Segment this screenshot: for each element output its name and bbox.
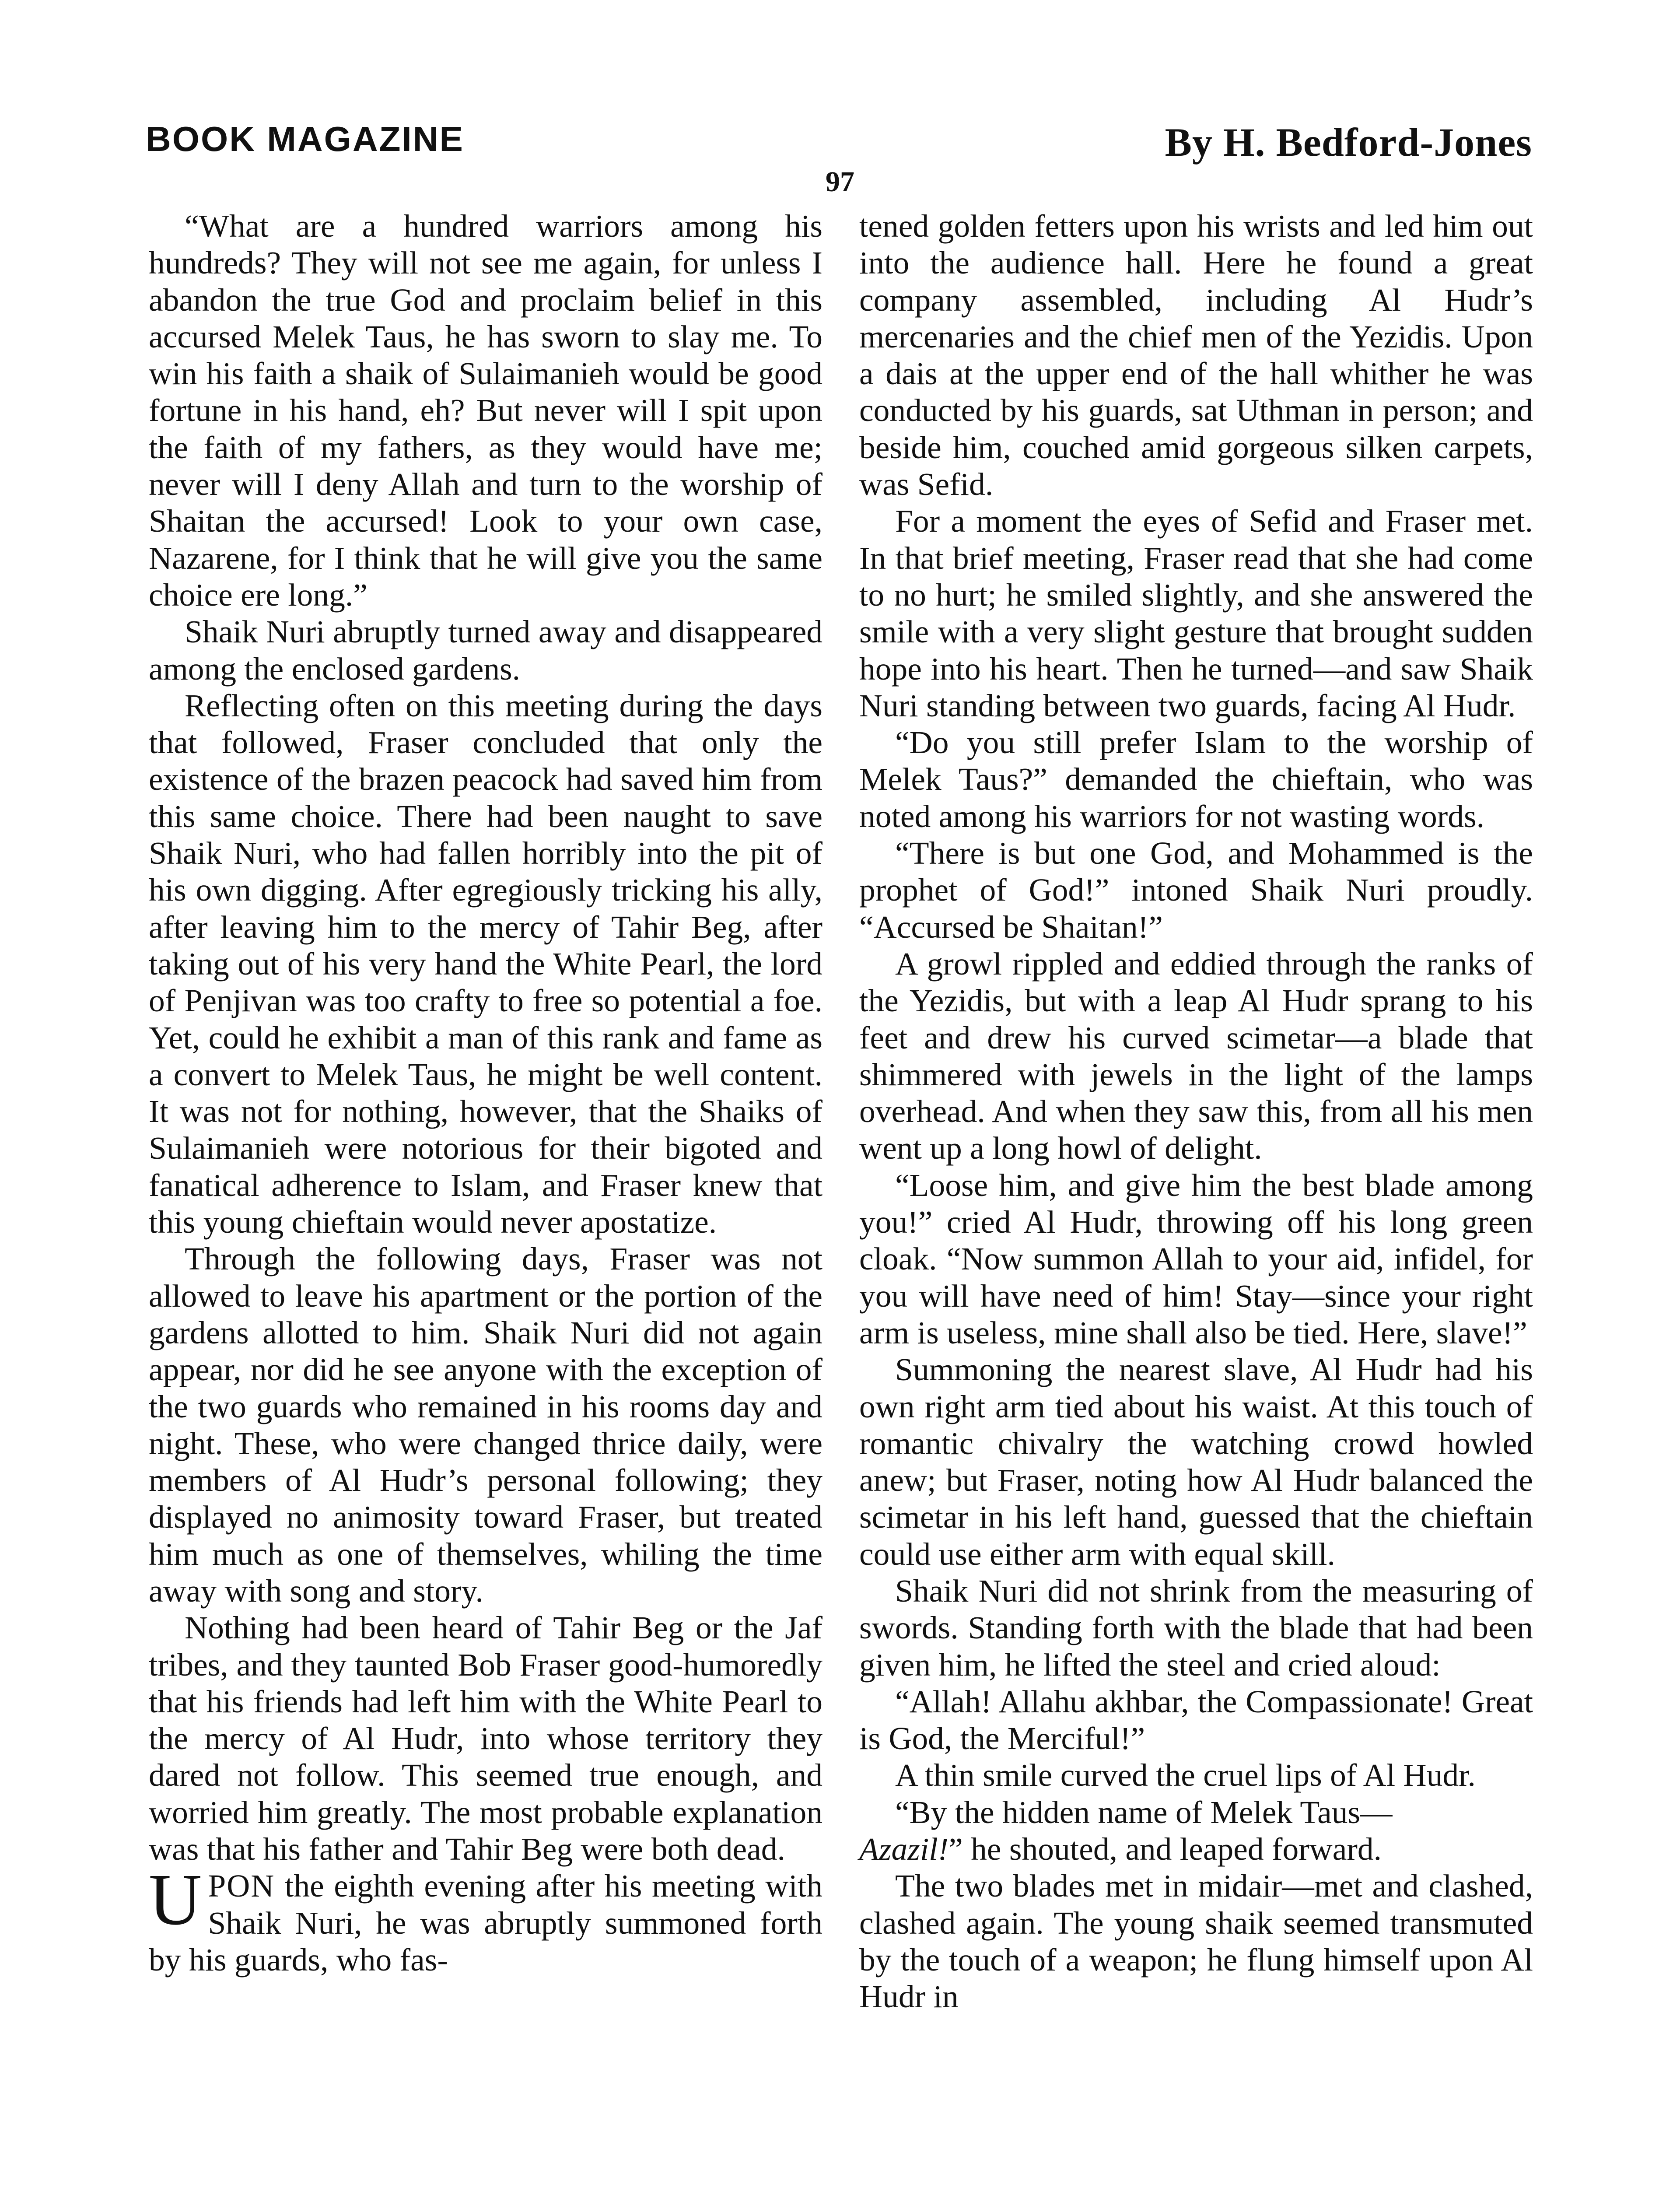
left-column — [149, 208, 822, 1978]
section-lead-words: PON — [208, 1868, 275, 1904]
paragraph: “Loose him, and give him the best blade among you!” cried Al Hudr, throwing off his long green cloak. “Now summon Allah to your aid, infidel, for you will have need of him! Stay—since your right arm is useless, mine shall also be tied. Here, slave!” — [859, 1167, 1533, 1350]
paragraph: Summoning the nearest slave, Al Hudr had his own right arm tied about his waist. At this touch of romantic chivalry the watching crowd howled anew; but Fraser, noting how Al Hudr balanced the scimetar in his left hand, guessed that the chieftain could use either arm with equal skill. — [859, 1352, 1533, 1572]
page-number: 97 — [826, 166, 854, 198]
paragraph: “What are a hundred warriors among his hundreds? They will not see me again, for unless I abandon the true God and proclaim belief in this accursed Melek Taus, he has sworn to slay me. To win his faith a shaik of Sulaimanieh would be good fortune in his hand, eh? But never will I spit upon the faith of my fathers, as they would have me; never will I deny Allah and turn to the worship of Shaitan the accursed! Look to your own case, Nazarene, for I think that he will give you the same choice ere long.” — [149, 208, 822, 613]
paragraph: A thin smile curved the cruel lips of Al Hudr. — [895, 1757, 1476, 1793]
paragraph: “Do you still prefer Islam to the worship of Melek Taus?” demanded the chieftain, who was noted among his warriors for not wasting words. — [859, 725, 1533, 834]
author-byline: By H. Bedford-Jones — [1165, 120, 1532, 165]
paragraph: For a moment the eyes of Sefid and Fraser met. In that brief meeting, Fraser read that she had come to no hurt; he smiled slightly, and she answered the smile with a very slight gesture that brought sudden hope into his heart. Then he turned—and saw Shaik Nuri standing between two guards, facing Al Hudr. — [859, 503, 1533, 723]
section-opening-paragraph — [149, 1859, 822, 1978]
paragraph — [859, 1794, 1533, 1868]
paragraph: Reflecting often on this meeting during the days that followed, Fraser concluded that only the existence of the brazen peacock had saved him from this same choice. There had been naught to save Shaik Nuri, who had fallen horribly into the pit of his own digging. After egregiously tricking his ally, after leaving him to the mercy of Tahir Beg, after taking out of his very hand the White Pearl, the lord of Penjivan was too crafty to free so potential a foe. Yet, could he exhibit a man of this rank and fame as a convert to Melek Taus, he might be well content. It was not for nothing, however, that the Shaiks of Sulaimanieh were notorious for their bigoted and fanatical adherence to Islam, and Fraser knew that this young chieftain would never apostatize. — [149, 687, 822, 1240]
right-column — [859, 208, 1533, 2016]
paragraph-continued: tened golden fetters upon his wrists and led him out into the audience hall. Here he found a great company assembled, including Al Hudr’s mercenaries and the chief men of the Yezidis. Upon a dais at the upper end of the hall whither he was conducted by his guards, sat Uthman in person; and beside him, couched amid gorgeous silken carpets, was Sefid. — [859, 208, 1533, 502]
paragraph: Shaik Nuri did not shrink from the measuring of swords. Standing forth with the blade that had been given him, he lifted the steel and cried aloud: — [859, 1573, 1533, 1683]
paragraph: A growl rippled and eddied through the ranks of the Yezidis, but with a leap Al Hudr sprang to his feet and drew his curved scimetar—a blade that shimmered with jewels in the light of the lamps overhead. And when they saw this, from all his men went up a long howl of delight. — [859, 946, 1533, 1166]
paragraph: The two blades met in midair—met and clashed, clashed again. The young shaik seemed transmuted by the touch of a weapon; he flung himself upon Al Hudr in — [859, 1868, 1533, 2015]
drop-cap: U — [149, 1859, 202, 1941]
paragraph: “Allah! Allahu akhbar, the Compassionate! Great is God, the Merciful!” — [859, 1683, 1533, 1757]
hidden-name: Azazil! — [859, 1831, 949, 1867]
paragraph: Nothing had been heard of Tahir Beg or the Jaf tribes, and they taunted Bob Fraser good-humoredly that his friends had left him with the White Pearl to the mercy of Al Hudr, into whose territory they dared not follow. This seemed true enough, and worried him greatly. The most probable explanation was that his father and Tahir Beg were both dead. — [149, 1610, 822, 1867]
shout-rest: ” he shouted, and leaped forward. — [948, 1831, 1382, 1867]
paragraph: Shaik Nuri abruptly turned away and disappeared among the enclosed gardens. — [149, 614, 822, 687]
shout-lead: “By the hidden name of Melek Taus— — [895, 1794, 1393, 1830]
magazine-title: BOOK MAGAZINE — [146, 119, 464, 158]
section-text: the eighth evening after his meeting with Shaik Nuri, he was abruptly summoned forth by his guards, who fas- — [149, 1868, 822, 1978]
paragraph: “There is but one God, and Mohammed is the prophet of God!” intoned Shaik Nuri proudly. “Accursed be Shaitan!” — [859, 835, 1533, 945]
paragraph: Through the following days, Fraser was not allowed to leave his apartment or the portion of the gardens allotted to him. Shaik Nuri did not again appear, nor did he see anyone with the exception of the two guards who remained in his rooms day and night. These, who were changed thrice daily, were members of Al Hudr’s personal following; they displayed no animosity toward Fraser, but treated him much as one of themselves, whiling the time away with song and story. — [149, 1241, 822, 1609]
